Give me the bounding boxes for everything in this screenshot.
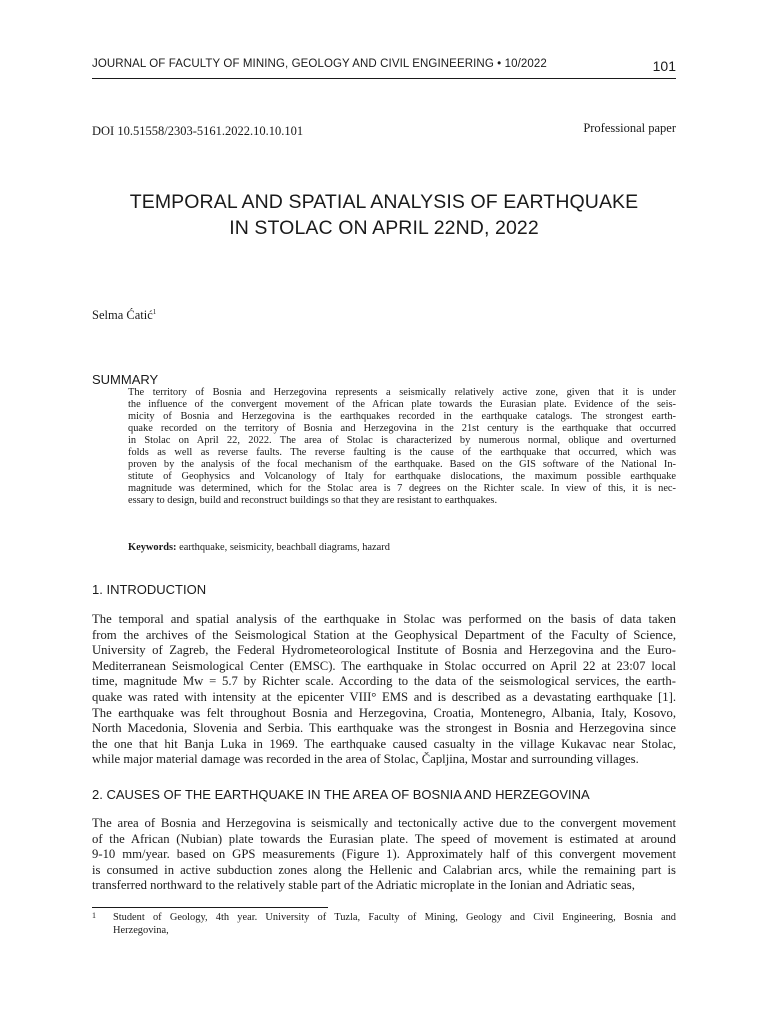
author-footnote-ref[interactable]: 1 — [152, 308, 157, 316]
introduction-text — [92, 612, 676, 768]
author-name: Selma Ćatić — [92, 308, 153, 322]
keywords — [128, 542, 390, 553]
causes-heading: 2. CAUSES OF THE EARTHQUAKE IN THE AREA OF BOSNIA AND HERZEGOVINA — [92, 787, 590, 802]
text-line: Herzegovina, — [113, 925, 169, 936]
author — [92, 308, 156, 323]
footnote — [92, 911, 676, 937]
header-rule — [92, 78, 676, 79]
text-line: Mediterranean Seismological Center (EMSC). The earthquake in Stolac occurred on April 22 at 23:07 local — [92, 658, 676, 673]
keywords-list: earthquake, seismicity, beachball diagrams, hazard — [179, 542, 390, 553]
text-line: in Stolac on April 22, 2022. The area of Stolac is characterized by numerous normal, oblique and overturned — [128, 435, 676, 446]
causes-text — [92, 816, 676, 894]
text-line: quake recorded on the territory of Bosnia and Herzegovina in the 21st century is the earthquake that occurred — [128, 423, 676, 434]
text-line: essary to design, build and reconstruct buildings so that they are resistant to earthquakes. — [128, 495, 498, 506]
running-head: JOURNAL OF FACULTY OF MINING, GEOLOGY AND CIVIL ENGINEERING • 10/2022 — [92, 58, 547, 70]
text-line: micity of Bosnia and Herzegovina is the earthquakes recorded in the earthquake catalogs. The strongest earth- — [128, 411, 676, 422]
text-line: proven by the analysis of the focal mechanism of the earthquake. Based on the GIS software of the National In- — [128, 459, 676, 470]
text-line: magnitude was determined, which for the Stolac area is 7 degrees on the Richter scale. In view of this, it is nec- — [128, 483, 676, 494]
text-line: The temporal and spatial analysis of the earthquake in Stolac was performed on the basis of data taken — [92, 612, 676, 626]
keywords-label: Keywords: — [128, 542, 177, 553]
introduction-heading: 1. INTRODUCTION — [92, 582, 207, 597]
text-line: while major material damage was recorded in the area of Stolac, Čapljina, Mostar and surrounding villages. — [92, 752, 639, 767]
summary-text — [128, 387, 676, 507]
text-line: folds as well as reverse faults. The reverse faulting is the cause of the earthquake that occurred, which was — [128, 447, 676, 458]
text-line: The area of Bosnia and Herzegovina is seismically and tectonically active due to the convergent movement — [92, 816, 676, 830]
paper-title — [92, 189, 676, 241]
text-line: The territory of Bosnia and Herzegovina represents a seismically relatively active zone, given that it is under — [128, 387, 676, 398]
text-line: quake was rated with intensity at the epicenter VIII° EMS and is described as a devastating earthquake [1]. — [92, 689, 676, 704]
paper-type: Professional paper — [583, 121, 676, 135]
text-line: Student of Geology, 4th year. University of Tuzla, Faculty of Mining, Geology and Civil Engineering, Bosnia and — [113, 912, 676, 923]
doi[interactable]: DOI 10.51558/2303-5161.2022.10.10.101 — [92, 124, 304, 138]
title-line-1: TEMPORAL AND SPATIAL ANALYSIS OF EARTHQUAKE — [129, 191, 639, 213]
summary-heading: SUMMARY — [92, 372, 159, 387]
footnote-rule — [92, 907, 328, 908]
text-line: from the archives of the Seismological Station at the Geophysical Department of the Faculty of Science, — [92, 627, 676, 642]
title-line-2: IN STOLAC ON APRIL 22ND, 2022 — [229, 217, 539, 239]
text-line: North Macedonia, Slovenia and Serbia. This earthquake was the strongest in Bosnia and Herzegovina since — [92, 721, 676, 736]
text-line: time, magnitude Mw = 5.7 by Richter scale. According to the data of the seismological services, the earth- — [92, 674, 676, 689]
footnote-mark: 1 — [92, 911, 96, 920]
text-line: of the African (Nubian) plate towards the Eurasian plate. The speed of movement is estimated at around — [92, 831, 676, 846]
text-line: the one that hit Banja Luka in 1969. The earthquake caused casualty in the village Kukavac near Stolac, — [92, 736, 676, 751]
text-line: University of Zagreb, the Federal Hydrometeorological Institute of Bosnia and Herzegovina and the Euro- — [92, 643, 676, 658]
text-line: stitute of Geophysics and Volcanology of Italy for earthquake dislocations, the maximum possible earthquake — [128, 471, 676, 482]
text-line: The earthquake was felt throughout Bosnia and Herzegovina, Croatia, Montenegro, Albania, Italy, Kosovo, — [92, 705, 676, 720]
text-line: 9-10 mm/year. based on GPS measurements (Figure 1). Approximately half of this convergent movement — [92, 847, 676, 862]
text-line: is consumed in active subduction zones along the Hellenic and Calabrian arcs, while the remaining part is — [92, 862, 676, 877]
text-line: the influence of the convergent movement of the African plate towards the Eurasian plate. Evidence of the seis- — [128, 399, 676, 410]
page-number: 101 — [652, 58, 676, 74]
text-line: transferred northward to the relatively stable part of the Adriatic microplate in the Ionian and Adriatic seas, — [92, 878, 635, 893]
footnote-text — [113, 911, 676, 937]
